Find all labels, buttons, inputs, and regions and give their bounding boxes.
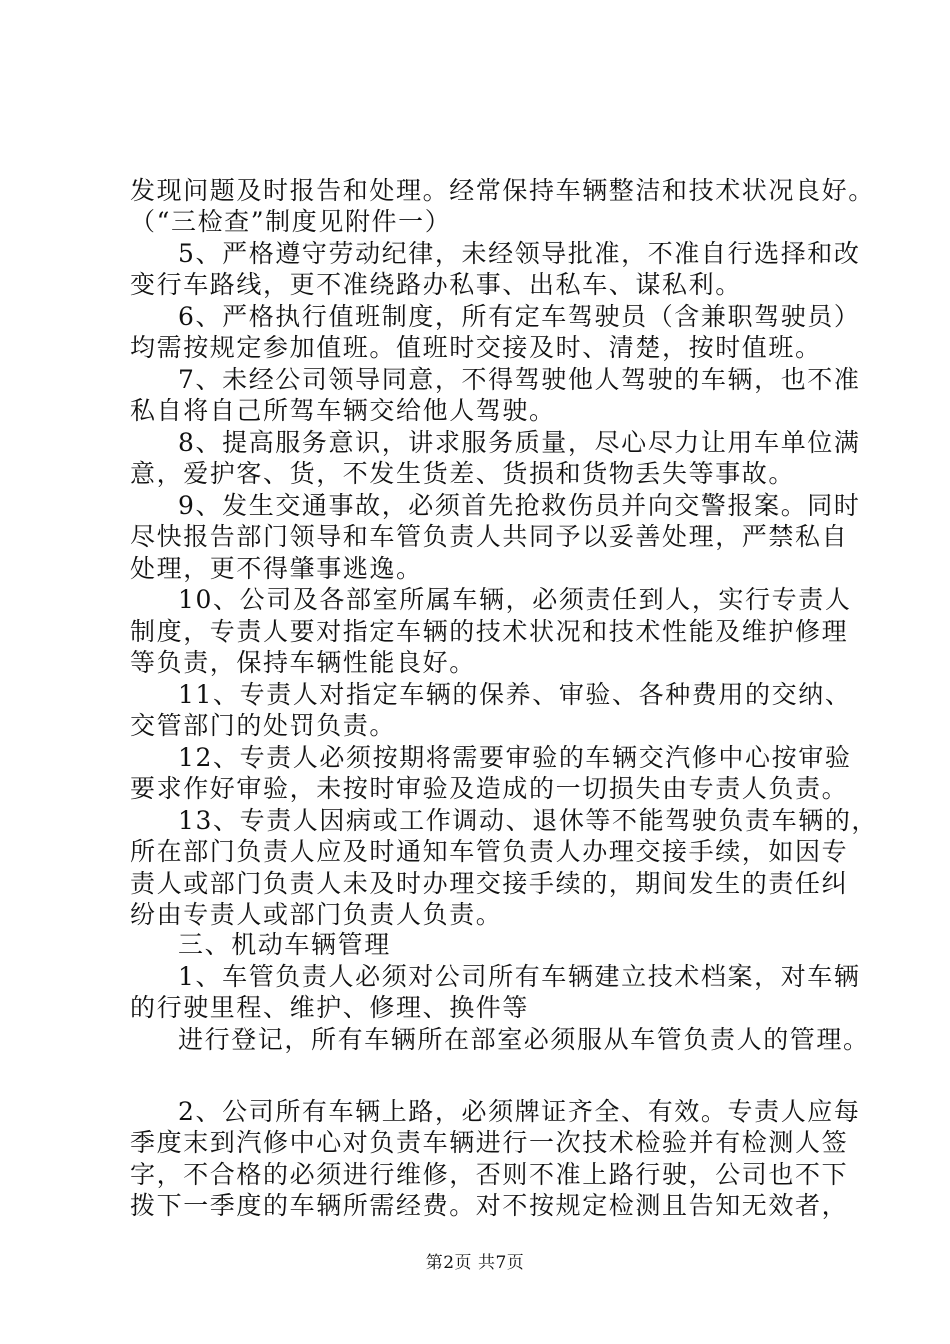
text-line: 要求作好审验，未按时审验及造成的一切损失由专责人负责。 [130, 774, 849, 803]
text-line: 5、严格遵守劳动纪律，未经领导批准，不准自行选择和改 [178, 239, 861, 268]
text-line: 发现问题及时报告和处理。经常保持车辆整洁和技术状况良好。 [130, 176, 875, 205]
text-line: 责人或部门负责人未及时办理交接手续的，期间发生的责任纠 [130, 869, 849, 898]
text-line: 10、公司及各部室所属车辆，必须责任到人，实行专责人 [178, 585, 852, 614]
text-line: 尽快报告部门领导和车管负责人共同予以妥善处理，严禁私自 [130, 522, 849, 551]
text-line: 意，爱护客、货，不发生货差、货损和货物丢失等事故。 [130, 459, 796, 488]
text-line: 13、专责人因病或工作调动、退休等不能驾驶负责车辆的， [178, 806, 879, 835]
text-line: 2、公司所有车辆上路，必须牌证齐全、有效。专责人应每 [178, 1097, 861, 1126]
text-line: 纷由专责人或部门负责人负责。 [130, 900, 503, 929]
page-footer: 第2页 共7页 [425, 1253, 525, 1273]
text-line: 拨下一季度的车辆所需经费。对不按规定检测且告知无效者， [130, 1191, 849, 1220]
section-heading: 三、机动车辆管理 [178, 930, 391, 959]
text-line: 进行登记，所有车辆所在部室必须服从车管负责人的管理。 [178, 1025, 870, 1054]
text-line: 变行车路线，更不准绕路办私事、出私车、谋私利。 [130, 270, 742, 299]
text-line: 字，不合格的必须进行维修，否则不准上路行驶，公司也不下 [130, 1160, 849, 1189]
text-line: 均需按规定参加值班。值班时交接及时、清楚，按时值班。 [130, 333, 822, 362]
text-line: 11、专责人对指定车辆的保养、审验、各种费用的交纳、 [178, 680, 852, 709]
text-line: 制度，专责人要对指定车辆的技术状况和技术性能及维护修理 [130, 617, 849, 646]
text-line: 7、未经公司领导同意，不得驾驶他人驾驶的车辆，也不准 [178, 365, 861, 394]
text-line: 所在部门负责人应及时通知车管负责人办理交接手续，如因专 [130, 837, 849, 866]
text-line: 6、严格执行值班制度，所有定车驾驶员（含兼职驾驶员） [178, 302, 861, 331]
text-line: 私自将自己所驾车辆交给他人驾驶。 [130, 396, 556, 425]
text-line: 交管部门的处罚负责。 [130, 711, 397, 740]
text-line: 9、发生交通事故，必须首先抢救伤员并向交警报案。同时 [178, 491, 861, 520]
text-line: 季度末到汽修中心对负责车辆进行一次技术检验并有检测人签 [130, 1128, 849, 1157]
text-line: 处理，更不得肇事逃逸。 [130, 554, 423, 583]
text-line: 1、车管负责人必须对公司所有车辆建立技术档案，对车辆 [178, 962, 861, 991]
text-line: 12、专责人必须按期将需要审验的车辆交汽修中心按审验 [178, 743, 852, 772]
text-line: 8、提高服务意识，讲求服务质量，尽心尽力让用车单位满 [178, 428, 861, 457]
text-line: 的行驶里程、维护、修理、换件等 [130, 993, 530, 1022]
text-line: （“三检查”制度见附件一） [130, 207, 452, 236]
text-line: 等负责，保持车辆性能良好。 [130, 648, 476, 677]
